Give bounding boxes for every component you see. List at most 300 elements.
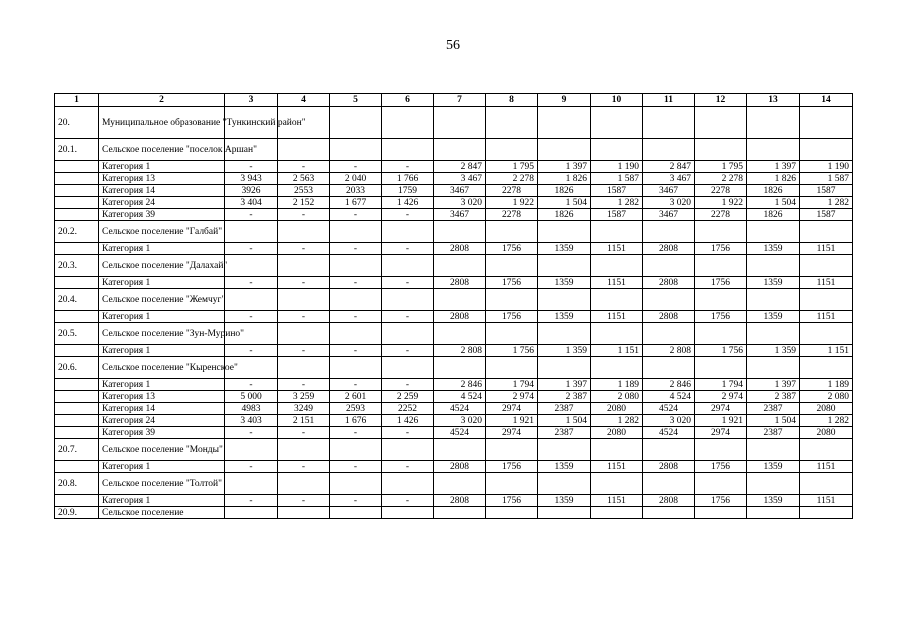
value-cell: - bbox=[382, 209, 434, 221]
row-index: 20.8. bbox=[55, 473, 99, 495]
row-name: Категория 14 bbox=[99, 185, 225, 197]
value-cell: - bbox=[225, 311, 278, 323]
row-index bbox=[55, 311, 99, 323]
value-cell bbox=[434, 221, 486, 243]
section-row bbox=[55, 255, 853, 277]
value-cell bbox=[800, 473, 853, 495]
row-index: 20.6. bbox=[55, 357, 99, 379]
value-cell: 3 467 bbox=[643, 173, 695, 185]
section-row bbox=[55, 221, 853, 243]
value-cell: 1 795 bbox=[486, 161, 538, 173]
value-cell: - bbox=[225, 427, 278, 439]
value-cell: 1 282 bbox=[591, 415, 643, 427]
value-cell: 2 601 bbox=[330, 391, 382, 403]
value-cell: 3 020 bbox=[643, 415, 695, 427]
value-cell bbox=[643, 439, 695, 461]
value-cell: 1 504 bbox=[538, 415, 591, 427]
value-cell: - bbox=[330, 379, 382, 391]
section-row bbox=[55, 473, 853, 495]
value-cell: 1826 bbox=[538, 209, 591, 221]
category-row bbox=[55, 185, 853, 197]
value-cell: - bbox=[278, 461, 330, 473]
value-cell: 3467 bbox=[434, 185, 486, 197]
row-index bbox=[55, 427, 99, 439]
value-cell: 2387 bbox=[538, 403, 591, 415]
category-row bbox=[55, 277, 853, 289]
value-cell bbox=[591, 289, 643, 311]
value-cell: 2808 bbox=[643, 277, 695, 289]
row-name: Категория 13 bbox=[99, 391, 225, 403]
value-cell: 1 587 bbox=[800, 173, 853, 185]
value-cell: 1756 bbox=[486, 461, 538, 473]
value-cell: 3 403 bbox=[225, 415, 278, 427]
value-cell: 2 846 bbox=[643, 379, 695, 391]
value-cell: 1359 bbox=[747, 461, 800, 473]
value-cell: 2387 bbox=[747, 427, 800, 439]
row-index bbox=[55, 391, 99, 403]
value-cell bbox=[330, 289, 382, 311]
value-cell: 1756 bbox=[486, 277, 538, 289]
value-cell: 1 794 bbox=[486, 379, 538, 391]
value-cell bbox=[591, 439, 643, 461]
value-cell: 3467 bbox=[643, 185, 695, 197]
value-cell: 2593 bbox=[330, 403, 382, 415]
value-cell: 2 846 bbox=[434, 379, 486, 391]
value-cell bbox=[800, 221, 853, 243]
value-cell bbox=[591, 255, 643, 277]
row-index bbox=[55, 379, 99, 391]
value-cell: 2 152 bbox=[278, 197, 330, 209]
value-cell: 2808 bbox=[434, 495, 486, 507]
value-cell bbox=[382, 323, 434, 345]
column-header: 3 bbox=[225, 94, 278, 107]
row-index bbox=[55, 277, 99, 289]
value-cell bbox=[278, 507, 330, 519]
row-name: Сельское поселение bbox=[99, 507, 225, 519]
value-cell: 1151 bbox=[800, 277, 853, 289]
value-cell: 1756 bbox=[695, 311, 747, 323]
value-cell: 4524 bbox=[643, 403, 695, 415]
row-name: Сельское поселение "Галбай" bbox=[99, 221, 225, 243]
value-cell bbox=[486, 289, 538, 311]
value-cell bbox=[382, 139, 434, 161]
value-cell bbox=[225, 221, 278, 243]
value-cell: 1 826 bbox=[538, 173, 591, 185]
value-cell bbox=[695, 507, 747, 519]
value-cell: 2387 bbox=[747, 403, 800, 415]
value-cell bbox=[591, 107, 643, 139]
value-cell bbox=[747, 323, 800, 345]
value-cell: 2387 bbox=[538, 427, 591, 439]
value-cell bbox=[434, 507, 486, 519]
category-row bbox=[55, 243, 853, 255]
value-cell: 1 397 bbox=[747, 379, 800, 391]
value-cell bbox=[747, 107, 800, 139]
row-index bbox=[55, 197, 99, 209]
value-cell bbox=[695, 221, 747, 243]
value-cell bbox=[434, 289, 486, 311]
value-cell bbox=[278, 439, 330, 461]
value-cell bbox=[382, 289, 434, 311]
value-cell: 1151 bbox=[591, 243, 643, 255]
value-cell: 4524 bbox=[434, 403, 486, 415]
value-cell: 4524 bbox=[434, 427, 486, 439]
value-cell: 2808 bbox=[643, 243, 695, 255]
value-cell: 2278 bbox=[695, 185, 747, 197]
value-cell bbox=[800, 255, 853, 277]
table-header-row bbox=[55, 94, 853, 107]
value-cell bbox=[643, 107, 695, 139]
value-cell: 1587 bbox=[800, 185, 853, 197]
value-cell bbox=[591, 507, 643, 519]
value-cell bbox=[695, 139, 747, 161]
value-cell: 1 587 bbox=[591, 173, 643, 185]
value-cell bbox=[382, 507, 434, 519]
value-cell: - bbox=[225, 243, 278, 255]
value-cell bbox=[747, 221, 800, 243]
section-row bbox=[55, 357, 853, 379]
value-cell bbox=[538, 139, 591, 161]
value-cell bbox=[800, 439, 853, 461]
value-cell bbox=[278, 221, 330, 243]
value-cell: 1 426 bbox=[382, 415, 434, 427]
value-cell: 4 524 bbox=[643, 391, 695, 403]
value-cell: 1 795 bbox=[695, 161, 747, 173]
value-cell bbox=[225, 507, 278, 519]
column-header: 14 bbox=[800, 94, 853, 107]
value-cell bbox=[330, 357, 382, 379]
value-cell: 2 974 bbox=[486, 391, 538, 403]
value-cell: 1359 bbox=[538, 495, 591, 507]
row-name: Сельское поселение "Зун-Мурино" bbox=[99, 323, 225, 345]
value-cell: 1 190 bbox=[800, 161, 853, 173]
value-cell bbox=[695, 289, 747, 311]
value-cell: - bbox=[330, 277, 382, 289]
value-cell bbox=[225, 473, 278, 495]
category-row bbox=[55, 173, 853, 185]
category-row bbox=[55, 311, 853, 323]
value-cell: 2808 bbox=[434, 277, 486, 289]
row-name: Категория 1 bbox=[99, 461, 225, 473]
value-cell: 1359 bbox=[538, 311, 591, 323]
section-row bbox=[55, 289, 853, 311]
value-cell: - bbox=[278, 277, 330, 289]
value-cell: - bbox=[278, 161, 330, 173]
value-cell bbox=[434, 439, 486, 461]
section-row bbox=[55, 439, 853, 461]
value-cell bbox=[800, 107, 853, 139]
value-cell bbox=[382, 357, 434, 379]
value-cell: 5 000 bbox=[225, 391, 278, 403]
category-row bbox=[55, 461, 853, 473]
value-cell: 1 190 bbox=[591, 161, 643, 173]
value-cell: 1 921 bbox=[486, 415, 538, 427]
value-cell: 3249 bbox=[278, 403, 330, 415]
value-cell: - bbox=[330, 495, 382, 507]
value-cell: 2278 bbox=[486, 209, 538, 221]
row-name: Сельское поселение "Кыренское" bbox=[99, 357, 225, 379]
value-cell: 2080 bbox=[591, 403, 643, 415]
value-cell bbox=[747, 357, 800, 379]
value-cell bbox=[434, 139, 486, 161]
value-cell: - bbox=[225, 209, 278, 221]
value-cell: - bbox=[225, 277, 278, 289]
value-cell: 1359 bbox=[538, 277, 591, 289]
value-cell bbox=[330, 139, 382, 161]
value-cell bbox=[643, 473, 695, 495]
column-header: 8 bbox=[486, 94, 538, 107]
value-cell bbox=[538, 255, 591, 277]
value-cell: 2808 bbox=[643, 311, 695, 323]
value-cell: - bbox=[225, 461, 278, 473]
value-cell: 2252 bbox=[382, 403, 434, 415]
value-cell bbox=[800, 323, 853, 345]
value-cell: 2 151 bbox=[278, 415, 330, 427]
row-name: Категория 1 bbox=[99, 379, 225, 391]
value-cell: - bbox=[330, 209, 382, 221]
value-cell: 1756 bbox=[695, 461, 747, 473]
value-cell bbox=[695, 439, 747, 461]
value-cell: 1359 bbox=[747, 277, 800, 289]
value-cell bbox=[643, 323, 695, 345]
row-index: 20.4. bbox=[55, 289, 99, 311]
value-cell: 1 756 bbox=[486, 345, 538, 357]
column-header: 2 bbox=[99, 94, 225, 107]
value-cell bbox=[278, 289, 330, 311]
value-cell: 1 359 bbox=[538, 345, 591, 357]
row-index bbox=[55, 415, 99, 427]
value-cell bbox=[434, 107, 486, 139]
value-cell: - bbox=[330, 461, 382, 473]
value-cell bbox=[225, 255, 278, 277]
value-cell bbox=[800, 357, 853, 379]
value-cell bbox=[538, 221, 591, 243]
value-cell bbox=[486, 255, 538, 277]
value-cell: 1 676 bbox=[330, 415, 382, 427]
value-cell: - bbox=[330, 427, 382, 439]
value-cell: - bbox=[278, 209, 330, 221]
value-cell bbox=[434, 323, 486, 345]
value-cell: 1359 bbox=[538, 461, 591, 473]
value-cell bbox=[800, 139, 853, 161]
value-cell: 2278 bbox=[695, 209, 747, 221]
row-index bbox=[55, 209, 99, 221]
row-index: 20.5. bbox=[55, 323, 99, 345]
value-cell: 2 847 bbox=[434, 161, 486, 173]
value-cell: 1151 bbox=[800, 243, 853, 255]
value-cell: - bbox=[382, 161, 434, 173]
value-cell: - bbox=[278, 345, 330, 357]
value-cell: 2 808 bbox=[434, 345, 486, 357]
value-cell bbox=[486, 473, 538, 495]
value-cell: - bbox=[330, 311, 382, 323]
value-cell: 1 359 bbox=[747, 345, 800, 357]
value-cell bbox=[695, 357, 747, 379]
value-cell: 1 397 bbox=[747, 161, 800, 173]
value-cell: 1151 bbox=[591, 311, 643, 323]
value-cell bbox=[434, 255, 486, 277]
value-cell: 2808 bbox=[434, 311, 486, 323]
value-cell: 1 504 bbox=[747, 197, 800, 209]
value-cell: 2 387 bbox=[538, 391, 591, 403]
category-row bbox=[55, 379, 853, 391]
row-name: Категория 1 bbox=[99, 345, 225, 357]
value-cell bbox=[278, 139, 330, 161]
value-cell: 3 943 bbox=[225, 173, 278, 185]
value-cell: 1756 bbox=[695, 495, 747, 507]
value-cell bbox=[643, 357, 695, 379]
row-index: 20.7. bbox=[55, 439, 99, 461]
value-cell: 1587 bbox=[591, 209, 643, 221]
value-cell: - bbox=[382, 311, 434, 323]
row-index: 20. bbox=[55, 107, 99, 139]
value-cell: 1 921 bbox=[695, 415, 747, 427]
row-index bbox=[55, 345, 99, 357]
row-name: Сельское поселение "Толтой" bbox=[99, 473, 225, 495]
table-body bbox=[55, 107, 853, 519]
value-cell: 1826 bbox=[747, 185, 800, 197]
value-cell bbox=[330, 107, 382, 139]
section-row bbox=[55, 139, 853, 161]
column-header: 1 bbox=[55, 94, 99, 107]
value-cell: 3 020 bbox=[434, 197, 486, 209]
value-cell: 4524 bbox=[643, 427, 695, 439]
column-header: 10 bbox=[591, 94, 643, 107]
column-header: 4 bbox=[278, 94, 330, 107]
value-cell: 3 020 bbox=[643, 197, 695, 209]
value-cell: 2 040 bbox=[330, 173, 382, 185]
value-cell: 4 524 bbox=[434, 391, 486, 403]
value-cell: 1 189 bbox=[591, 379, 643, 391]
value-cell bbox=[800, 289, 853, 311]
row-name: Категория 14 bbox=[99, 403, 225, 415]
value-cell: 1 677 bbox=[330, 197, 382, 209]
value-cell: 3 020 bbox=[434, 415, 486, 427]
column-header: 9 bbox=[538, 94, 591, 107]
value-cell: - bbox=[225, 345, 278, 357]
value-cell: 1587 bbox=[800, 209, 853, 221]
value-cell bbox=[747, 507, 800, 519]
value-cell: 1 504 bbox=[747, 415, 800, 427]
section-row bbox=[55, 507, 853, 519]
section-row bbox=[55, 107, 853, 139]
row-name: Категория 39 bbox=[99, 427, 225, 439]
value-cell: 3467 bbox=[643, 209, 695, 221]
value-cell bbox=[747, 255, 800, 277]
value-cell: 1756 bbox=[695, 277, 747, 289]
value-cell bbox=[643, 255, 695, 277]
value-cell: 1756 bbox=[486, 243, 538, 255]
value-cell: 2033 bbox=[330, 185, 382, 197]
value-cell bbox=[591, 357, 643, 379]
value-cell bbox=[695, 323, 747, 345]
value-cell: 1151 bbox=[591, 461, 643, 473]
value-cell bbox=[225, 439, 278, 461]
value-cell: 2080 bbox=[591, 427, 643, 439]
value-cell bbox=[278, 255, 330, 277]
value-cell: 3467 bbox=[434, 209, 486, 221]
value-cell bbox=[800, 507, 853, 519]
value-cell: 2 278 bbox=[486, 173, 538, 185]
value-cell: 1151 bbox=[591, 495, 643, 507]
row-index: 20.2. bbox=[55, 221, 99, 243]
value-cell: 1 151 bbox=[800, 345, 853, 357]
value-cell: 1756 bbox=[486, 311, 538, 323]
value-cell: 2974 bbox=[486, 403, 538, 415]
value-cell: 1 922 bbox=[695, 197, 747, 209]
value-cell: - bbox=[382, 495, 434, 507]
value-cell: 1 794 bbox=[695, 379, 747, 391]
value-cell: - bbox=[225, 379, 278, 391]
row-index: 20.9. bbox=[55, 507, 99, 519]
value-cell: - bbox=[330, 161, 382, 173]
tariff-table bbox=[54, 93, 853, 519]
row-name: Категория 1 bbox=[99, 311, 225, 323]
column-header: 6 bbox=[382, 94, 434, 107]
value-cell bbox=[486, 139, 538, 161]
row-name: Категория 1 bbox=[99, 495, 225, 507]
value-cell: 1 426 bbox=[382, 197, 434, 209]
value-cell bbox=[330, 221, 382, 243]
category-row bbox=[55, 391, 853, 403]
row-index bbox=[55, 461, 99, 473]
value-cell bbox=[538, 507, 591, 519]
value-cell bbox=[695, 255, 747, 277]
section-row bbox=[55, 323, 853, 345]
value-cell: 3 404 bbox=[225, 197, 278, 209]
value-cell: - bbox=[330, 345, 382, 357]
value-cell: 1 756 bbox=[695, 345, 747, 357]
value-cell: 2 847 bbox=[643, 161, 695, 173]
value-cell: 4983 bbox=[225, 403, 278, 415]
value-cell bbox=[382, 439, 434, 461]
category-row bbox=[55, 427, 853, 439]
column-header: 5 bbox=[330, 94, 382, 107]
value-cell bbox=[695, 107, 747, 139]
value-cell: - bbox=[278, 311, 330, 323]
value-cell: 2808 bbox=[643, 495, 695, 507]
value-cell bbox=[747, 289, 800, 311]
value-cell bbox=[278, 473, 330, 495]
value-cell: 3 467 bbox=[434, 173, 486, 185]
column-header: 13 bbox=[747, 94, 800, 107]
value-cell bbox=[591, 473, 643, 495]
value-cell bbox=[330, 323, 382, 345]
value-cell bbox=[486, 439, 538, 461]
value-cell: - bbox=[382, 345, 434, 357]
value-cell: 1826 bbox=[747, 209, 800, 221]
value-cell: 1151 bbox=[591, 277, 643, 289]
row-index bbox=[55, 173, 99, 185]
value-cell: 1151 bbox=[800, 461, 853, 473]
row-index bbox=[55, 403, 99, 415]
row-name: Категория 1 bbox=[99, 161, 225, 173]
value-cell: 1 397 bbox=[538, 379, 591, 391]
value-cell bbox=[225, 289, 278, 311]
value-cell bbox=[747, 473, 800, 495]
value-cell: 1759 bbox=[382, 185, 434, 197]
category-row bbox=[55, 403, 853, 415]
value-cell: 2 278 bbox=[695, 173, 747, 185]
value-cell: 2080 bbox=[800, 427, 853, 439]
value-cell: 2 259 bbox=[382, 391, 434, 403]
row-name: Муниципальное образование "Тункинский район" bbox=[99, 107, 225, 139]
value-cell bbox=[382, 221, 434, 243]
value-cell: - bbox=[278, 379, 330, 391]
value-cell bbox=[330, 255, 382, 277]
value-cell: 1 504 bbox=[538, 197, 591, 209]
category-row bbox=[55, 209, 853, 221]
